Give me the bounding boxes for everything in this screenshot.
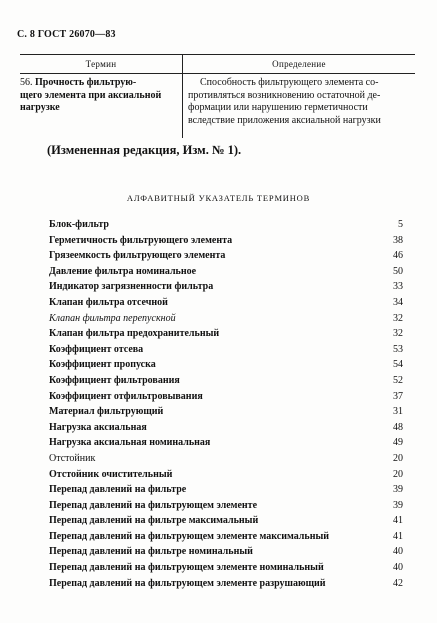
index-entry [49, 483, 403, 499]
index-term: Перепад давлений на фильтре максимальный [49, 515, 259, 527]
definition-line-3: формации или нарушению герметичности [188, 102, 368, 113]
index-entry [49, 468, 403, 484]
index-term: Материал фильтрующий [49, 406, 164, 418]
term-index-list [49, 218, 403, 592]
table-term-cell [20, 77, 180, 115]
table-definition-cell [188, 77, 415, 127]
index-heading: АЛФАВИТНЫЙ УКАЗАТЕЛЬ ТЕРМИНОВ [126, 193, 311, 203]
index-term: Перепад давлений на фильтре номинальный [49, 546, 253, 558]
index-entry [49, 421, 403, 437]
index-entry [49, 499, 403, 515]
index-page-number: 32 [393, 328, 403, 340]
index-entry [49, 530, 403, 546]
index-page-number: 33 [393, 281, 403, 293]
index-entry [49, 390, 403, 406]
index-entry [49, 514, 403, 530]
index-term: Клапан фильтра предохранительный [49, 328, 220, 340]
index-entry [49, 249, 403, 265]
index-term: Перепад давлений на фильтрующем элементе максимальный [49, 530, 330, 542]
index-page-number: 52 [393, 374, 403, 386]
index-page-number: 54 [393, 359, 403, 371]
column-header-definition: Определение [272, 59, 326, 69]
index-page-number: 5 [398, 219, 403, 230]
index-term: Перепад давлений на фильтрующем элементе [49, 499, 258, 511]
index-term: Герметичность фильтрующего элемента [49, 234, 233, 246]
column-header-term: Термин [85, 59, 117, 69]
table-top-rule [20, 54, 415, 55]
table-header-rule [20, 73, 415, 74]
index-page-number: 41 [393, 530, 403, 542]
index-page-number: 34 [393, 296, 403, 308]
index-term: Коэффициент пропуска [49, 359, 156, 371]
definition-table [20, 54, 415, 138]
definition-line-2: противляться возникновению остаточной де- [188, 89, 381, 101]
index-page-number: 46 [393, 250, 403, 262]
index-entry [49, 265, 403, 281]
index-entry [49, 234, 403, 250]
index-entry [49, 312, 403, 328]
index-entry [49, 405, 403, 421]
definition-line-4: вследствие приложения аксиальной нагрузки [188, 114, 381, 126]
index-entry [49, 327, 403, 343]
term-text-line-3: нагрузке [20, 102, 60, 113]
index-term: Давление фильтра номинальное [49, 265, 197, 277]
index-term: Блок-фильтр [49, 219, 109, 230]
index-page-number: 50 [393, 265, 403, 277]
index-term: Коэффициент отфильтровывания [49, 390, 203, 402]
index-term: Перепад давлений на фильтрующем элементе номинальный [49, 562, 324, 574]
page-header: С. 8 ГОСТ 26070—83 [17, 29, 116, 40]
index-term: Коэффициент отсева [49, 343, 144, 355]
index-term: Клапан фильтра отсечной [49, 296, 168, 308]
index-entry [49, 561, 403, 577]
index-entry [49, 296, 403, 312]
index-entry [49, 545, 403, 561]
amendment-note: (Измененная редакция, Изм. № 1). [47, 143, 242, 157]
index-entry [49, 436, 403, 452]
index-page-number: 37 [393, 390, 403, 402]
definition-line-1: Способность фильтрующего элемента со- [200, 77, 379, 88]
index-entry [49, 452, 403, 468]
index-entry [49, 218, 403, 234]
index-term: Отстойник [49, 452, 96, 464]
index-entry [49, 280, 403, 296]
index-term: Коэффициент фильтрования [49, 374, 180, 386]
index-term: Индикатор загрязненности фильтра [49, 281, 214, 293]
term-text-line-1: Прочность фильтрую- [35, 77, 137, 88]
index-entry [49, 343, 403, 359]
index-term: Отстойник очистительный [49, 468, 173, 480]
index-page-number: 38 [393, 234, 403, 246]
index-entry [49, 577, 403, 593]
index-page-number: 49 [393, 437, 403, 449]
index-page-number: 32 [393, 312, 403, 324]
index-page-number: 39 [393, 484, 403, 496]
index-page-number: 20 [393, 452, 403, 464]
index-page-number: 48 [393, 421, 403, 433]
index-term: Нагрузка аксиальная [49, 421, 147, 433]
index-entry [49, 374, 403, 390]
index-page-number: 31 [393, 406, 403, 418]
index-page-number: 53 [393, 343, 403, 355]
term-line [20, 77, 180, 90]
term-number: 56. [20, 77, 33, 88]
index-page-number: 41 [393, 515, 403, 527]
index-term: Грязеемкость фильтрующего элемента [49, 250, 226, 262]
index-page-number: 40 [393, 546, 403, 558]
index-page-number: 20 [393, 468, 403, 480]
index-term: Клапан фильтра перепускной [49, 312, 176, 324]
index-page-number: 42 [393, 577, 403, 589]
index-term: Перепад давлений на фильтрующем элементе разрушающий [49, 577, 326, 589]
index-term: Перепад давлений на фильтре [49, 484, 187, 496]
index-page-number: 40 [393, 562, 403, 574]
term-text-line-2: щего элемента при аксиальной [20, 89, 162, 101]
index-term: Нагрузка аксиальная номинальная [49, 437, 211, 449]
index-page-number: 39 [393, 499, 403, 511]
index-entry [49, 358, 403, 374]
